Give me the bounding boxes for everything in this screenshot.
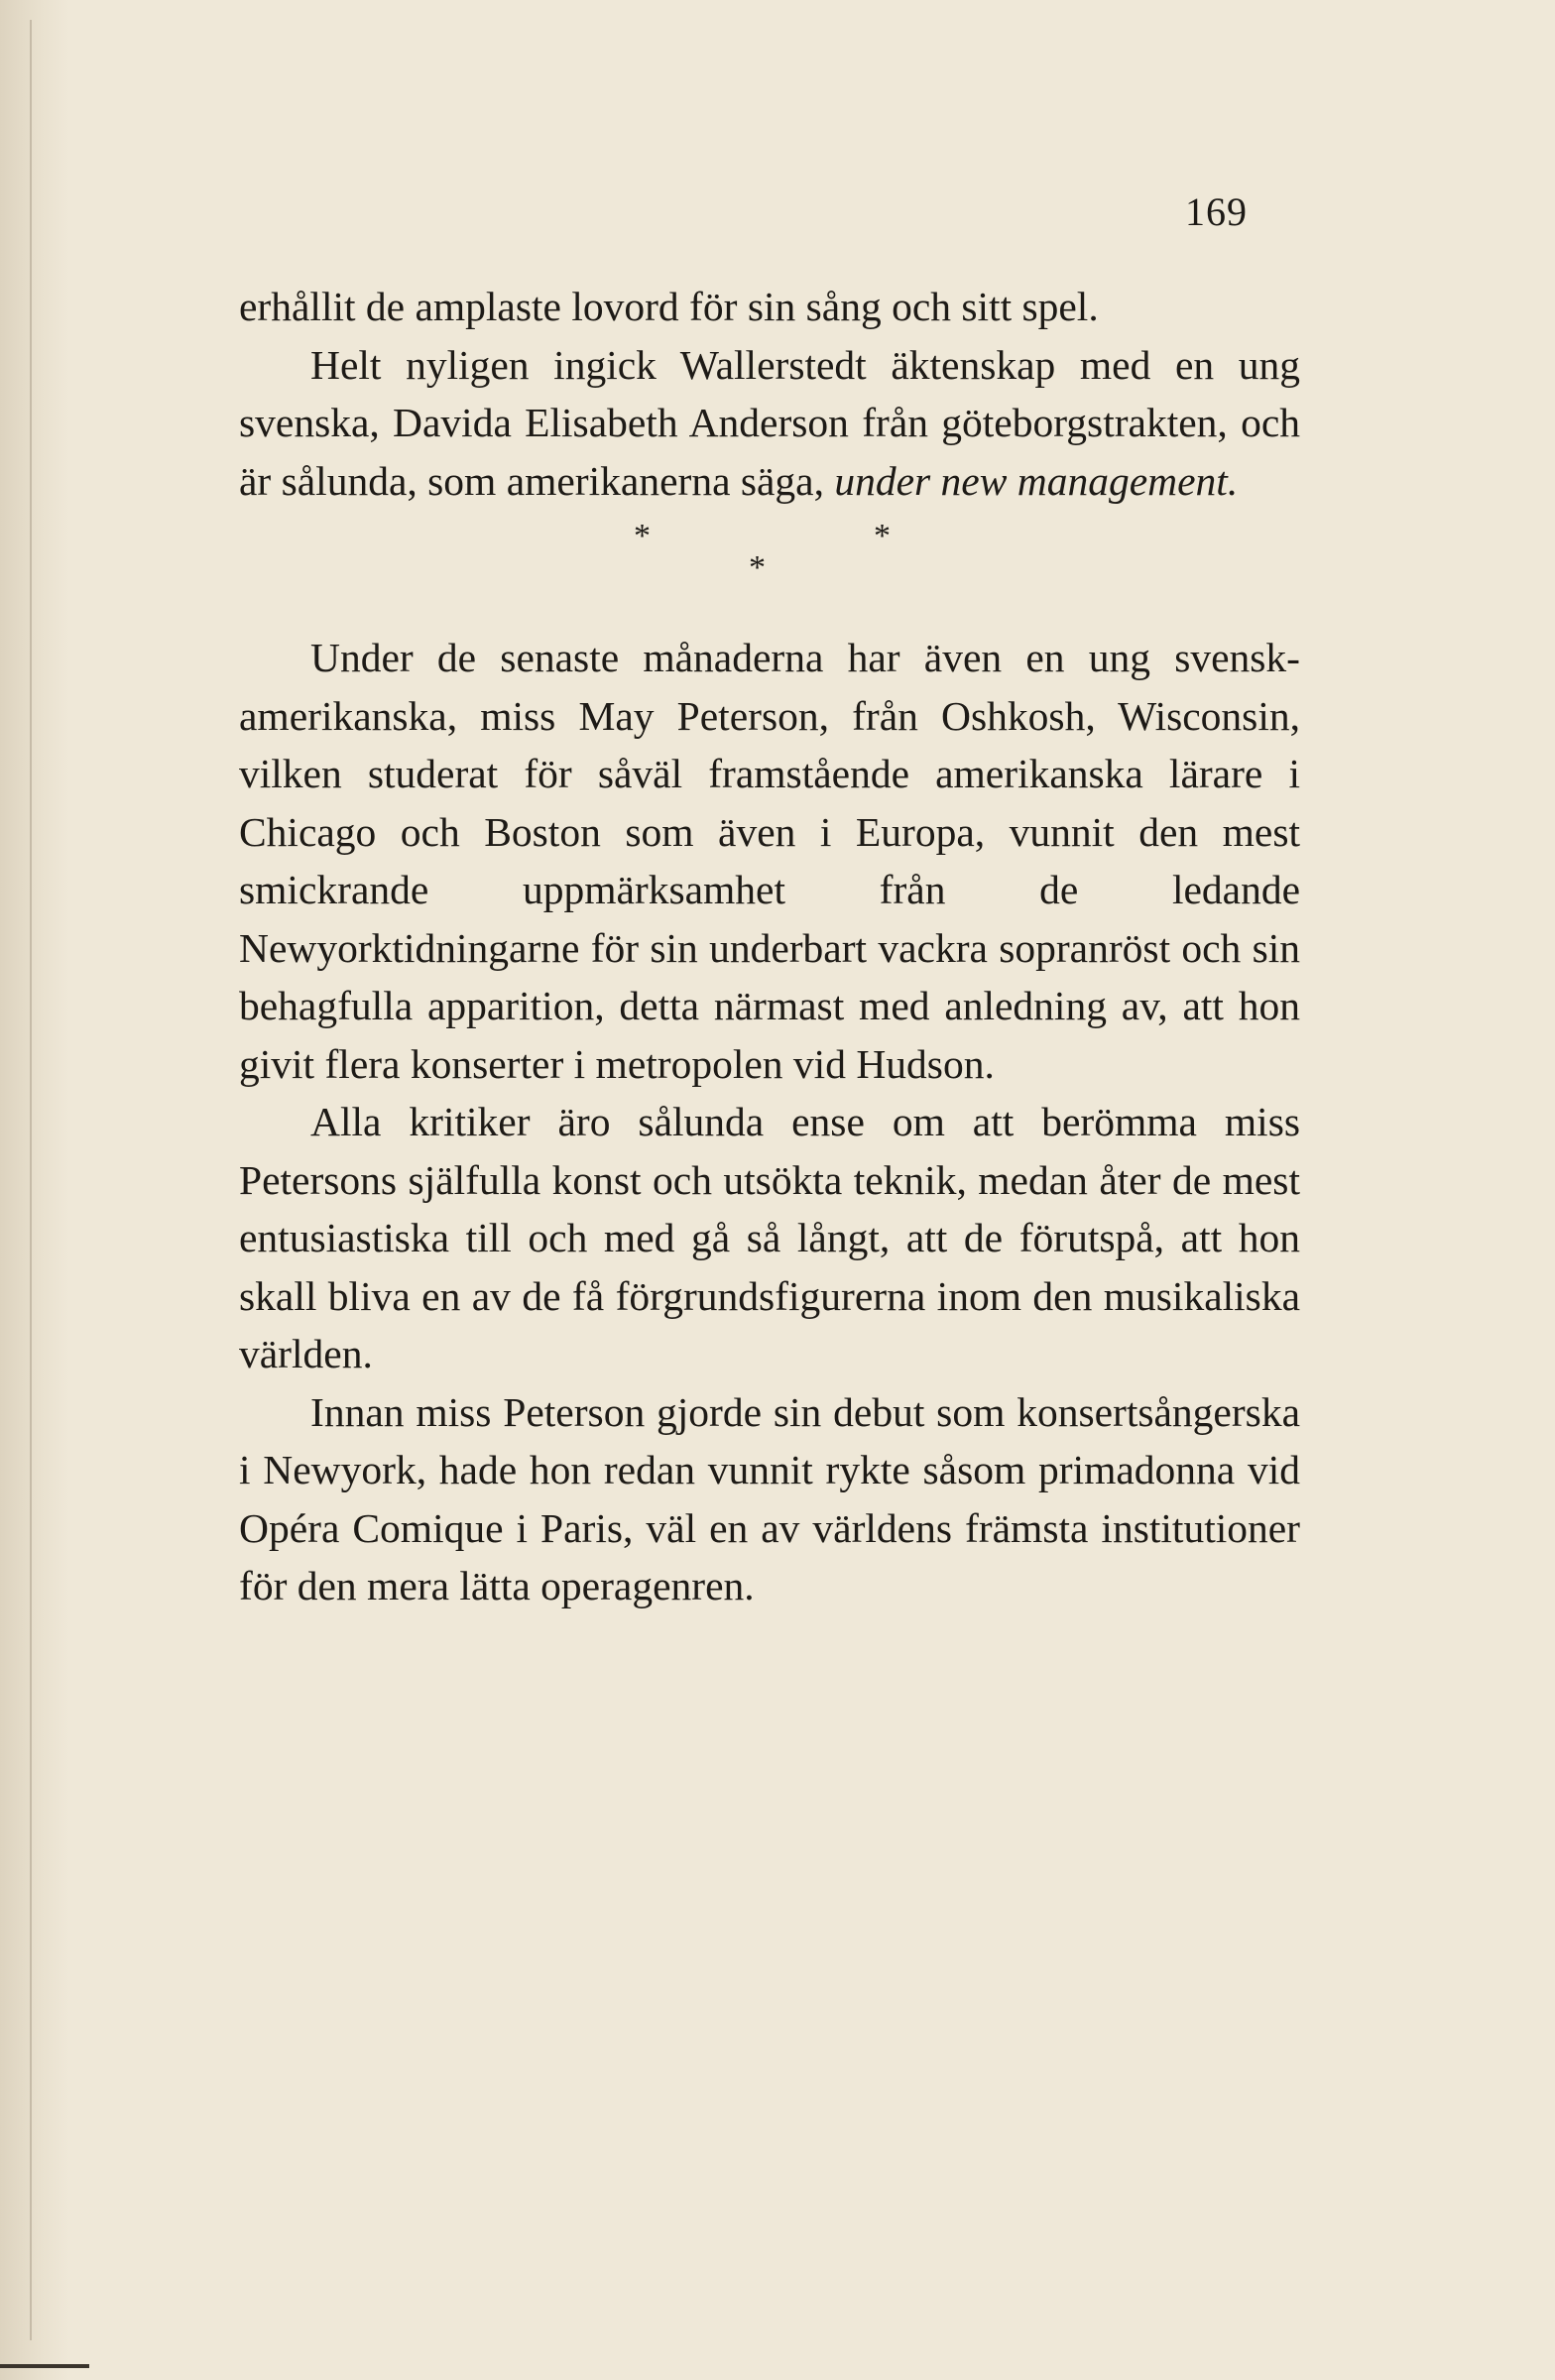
asterisk-3: *: [749, 549, 766, 586]
paragraph-2: [239, 336, 1300, 511]
paragraph-2-italic: under new management.: [834, 457, 1239, 504]
section-break-asterism: [239, 510, 1300, 629]
paragraph-4: Alla kritiker äro sålunda ense om att berömma miss Petersons själfulla konst och utsökta teknik, medan åter de mest entusiastiska till och med gå så långt, att de förutspå, att hon skall bliva en av de få förgrundsfigurerna inom den musikaliska världen.: [239, 1099, 1300, 1376]
paragraph-3: Under de senaste månaderna har även en ung svensk-amerikanska, miss May Peterson, från Oshkosh, Wisconsin, vilken studerat för såväl framstående amerikanska lärare i Chicago och Boston som även i Europa, vunnit den mest smickrande uppmärksamhet från de ledande Newyorktidningarne för sin underbart vackra sopranröst och sin behagfulla apparition, detta närmast med anledning av, att hon givit flera konserter i metropolen vid Hudson.: [239, 635, 1300, 1087]
paragraph-2-text: Helt nyligen ingick Wallerstedt äktenskap med en ung svenska, Davida Elisabeth Anderson från göteborgstrakten, och är sålunda, som amerikanerna säga,: [239, 341, 1300, 504]
asterisk-2: *: [874, 518, 891, 554]
asterisk-1: *: [634, 518, 651, 554]
corner-mark: [0, 2364, 89, 2368]
paragraph-1: erhållit de amplaste lovord för sin sång och sitt spel.: [239, 284, 1099, 329]
paragraph-5: Innan miss Peterson gjorde sin debut som konsertsångerska i Newyork, hade hon redan vunnit rykte såsom primadonna vid Opéra Comique i Paris, väl en av världens främsta institutioner för den mera lätta operagenren.: [239, 1388, 1300, 1608]
body-text: [239, 278, 1300, 1615]
binding-edge: [30, 20, 32, 2340]
page-gutter-shadow: [0, 0, 69, 2380]
page-number: 169: [1185, 189, 1248, 234]
